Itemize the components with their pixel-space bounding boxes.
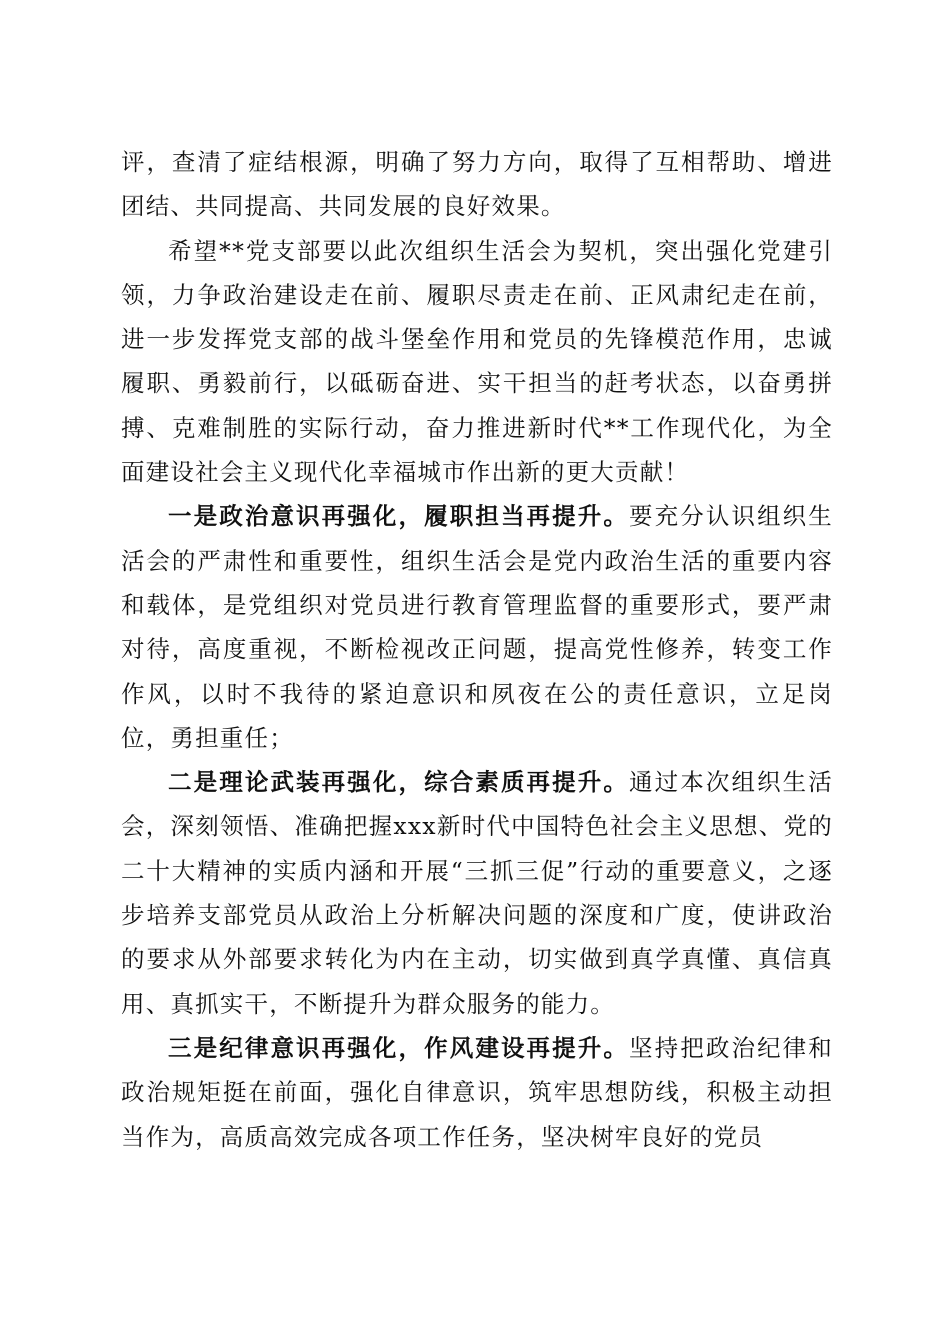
paragraph-lead: 一是政治意识再强化，履职担当再提升。: [168, 502, 630, 531]
paragraph-point-one: [121, 494, 833, 760]
paragraph-lead: 二是理论武装再强化，综合素质再提升。: [168, 768, 630, 797]
paragraph-hope: [121, 229, 833, 495]
paragraph-text: 评，查清了症结根源，明确了努力方向，取得了互相帮助、增进团结、共同提高、共同发展的良好效果。: [121, 148, 833, 221]
paragraph-text: 通过本次组织生活会，深刻领悟、准确把握xxx新时代中国特色社会主义思想、党的二十大精神的实质内涵和开展“三抓三促”行动的重要意义，之逐步培养支部党员从政治上分析解决问题的深度和广度，使讲政治的要求从外部要求转化为内在主动，切实做到真学真懂、真信真用、真抓实干，不断提升为群众服务的能力。: [121, 768, 833, 1018]
paragraph-text: 希望**党支部要以此次组织生活会为契机，突出强化党建引领，力争政治建设走在前、履职尽责走在前、正风肃纪走在前，进一步发挥党支部的战斗堡垒作用和党员的先锋模范作用，忠诚履职、勇毅前行，以砥砺奋进、实干担当的赶考状态，以奋勇拼搏、克难制胜的实际行动，奋力推进新时代**工作现代化，为全面建设社会主义现代化幸福城市作出新的更大贡献！: [121, 236, 833, 487]
paragraph-lead: 三是纪律意识再强化，作风建设再提升。: [168, 1033, 630, 1062]
paragraph-continuation: [121, 140, 833, 229]
paragraph-text: 要充分认识组织生活会的严肃性和重要性，组织生活会是党内政治生活的重要内容和载体，是党组织对党员进行教育管理监督的重要形式，要严肃对待，高度重视，不断检视改正问题，提高党性修养，转变工作作风，以时不我待的紧迫意识和夙夜在公的责任意识，立足岗位，勇担重任；: [121, 502, 833, 752]
paragraph-point-three: [121, 1026, 833, 1159]
paragraph-text: 坚持把政治纪律和政治规矩挺在前面，强化自律意识，筑牢思想防线，积极主动担当作为，高质高效完成各项工作任务，坚决树牢良好的党员: [121, 1033, 833, 1151]
document-body: [121, 140, 833, 1159]
paragraph-point-two: [121, 760, 833, 1026]
